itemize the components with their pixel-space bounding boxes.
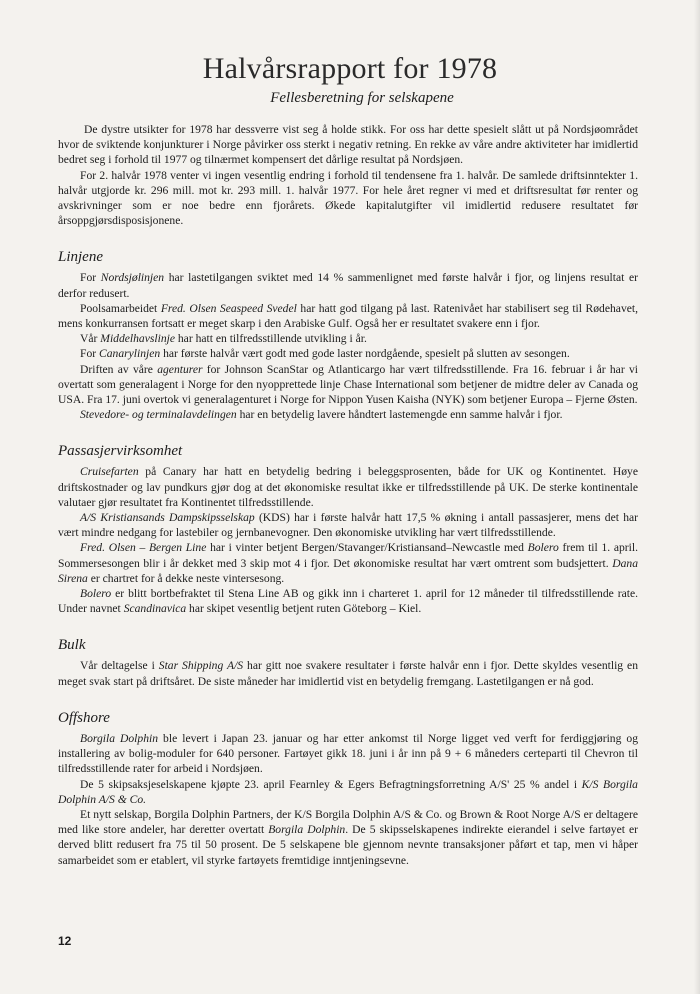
page-title: Halvårsrapport for 1978 (202, 52, 498, 85)
section-heading: Bulk (58, 637, 86, 654)
section-bulk (58, 636, 638, 688)
section-offshore (58, 709, 638, 868)
section-heading: Linjene (58, 249, 103, 266)
paragraph: Bolero er blitt bortbefraktet til Stena Line AB og gikk inn i charteret 1. april for 12 måneder til tilfredsstillende rate. Under navnet Scandinavica har skipet vesentlig betjent ruten Göteborg – Kiel. (58, 587, 638, 616)
section-heading: Offshore (58, 709, 110, 726)
paragraph: Cruisefarten på Canary har hatt en betydelig bedring i beleggsprosenten, både for UK og Kontinentet. Høye driftskostnader og lav pundkurs gjør dog at det økonomiske resultat ikke er tilfredsstillende på UK. De sterke kontinentale valutaer gjør resultatet fra Kontinentet tilfredsstillende. (58, 465, 638, 509)
section-linjene (58, 248, 638, 422)
paragraph: Fred. Olsen – Bergen Line har i vinter betjent Bergen/Stavanger/Kristiansand–Newcastle med Bolero frem til 1. april. Sommersesongen blir i år dekket med 3 skip mot 4 i fjor. Det økonomiske resultat har vært omtrent som budsjettert. Dana Sirena er chartret for å dekke neste vintersesong. (58, 541, 639, 585)
paragraph: Et nytt selskap, Borgila Dolphin Partners, der K/S Borgila Dolphin A/S & Co. og Brown & Root Norge A/S er deltagere med like store andeler, har deretter overtatt Borgila Dolphin. De 5 skipsselskapenes indirekte eierandel i selve fartøyet er derved blitt redusert fra 75 til 50 prosent. De 5 selskapene ble gjennom nevnte transaksjoner påført et tap, men vi håper samarbeidet som er etablert, vil styrke fartøyets fremtidige inntjeningsevne. (58, 807, 638, 867)
paragraph: For Canarylinjen har første halvår vært godt med gode laster nordgående, spesielt på slutten av sesongen. (80, 347, 570, 361)
paragraph: A/S Kristiansands Dampskipsselskap (KDS) har i første halvår hatt 17,5 % økning i antall passasjerer, mens det har vært mindre nedgang for lastebiler og jernbanevogner. Den økonomiske utvikling har vært tilfredsstillende. (58, 511, 638, 540)
intro-paragraph: De dystre utsikter for 1978 har dessverre vist seg å holde stikk. For oss har dette spesielt slått ut på Nordsjøområdet hvor de sviktende konjunkturer i Norge påvirker oss sterkt i negativ retning. En rekke av våre andre aktiviteter har imidlertid bedret seg i forhold til 1977 og tilnærmet kompensert det dårlige resultat på Nordsjøen. (58, 123, 638, 167)
article-body (58, 122, 638, 868)
paragraph: Driften av våre agenturer for Johnson ScanStar og Atlanticargo har vært tilfredsstillende. Fra 16. februar i år har vi overtatt som generalagent i Norge for den nyopprettede linje Chase International som betjener de midtre deler av Canada og USA. Fra 17. juni overtok vi generalagenturet i Norge for Nippon Yusen Kaisha (NYK) som betjener Europa – Fjerne Østen. (58, 362, 638, 407)
paragraph: Vår Middelhavslinje har hatt en tilfredsstillende utvikling i år. (80, 332, 367, 346)
section-heading: Passasjervirksomhet (58, 443, 183, 460)
page-edge-shadow (694, 0, 700, 994)
paragraph: Borgila Dolphin ble levert i Japan 23. januar og har etter ankomst til Norge ligget ved verft for ferdiggjøring og installering av bolig-moduler for 640 personer. Fartøyet gikk 18. juni i år inn på 9 + 6 måneders certeparti til Chevron til tilfredsstillende rater for arbeid i Nordsjøen. (58, 731, 639, 776)
intro-paragraph: For 2. halvår 1978 venter vi ingen vesentlig endring i forhold til tendensene fra 1. halvår. De samlede driftsinntekter 1. halvår utgjorde kr. 296 mill. mot kr. 293 mill. 1. halvår 1977. For hele året regner vi med et driftsresultat før renter og avskrivninger som er noe bedre enn fjorårets. Økede kapitalutgifter vil imidlertid redusere resultatet før årsoppgjørsdisposisjonene. (58, 168, 638, 228)
paragraph: Poolsamarbeidet Fred. Olsen Seaspeed Svedel har hatt god tilgang på last. Ratenivået har stabilisert seg til Rødehavet, mens konkurransen fortsatt er meget skarp i den Arabiske Gulf. Også her er resultatet svakere enn i fjor. (58, 301, 639, 331)
section-passasjervirksomhet (58, 442, 638, 616)
paragraph: Stevedore- og terminalavdelingen har en betydelig lavere håndtert lastemengde enn samme halvår i fjor. (80, 408, 563, 422)
paragraph: Vår deltagelse i Star Shipping A/S har gitt noe svakere resultater i første halvår enn i fjor. Dette skyldes vesentlig en meget svak start på driftsåret. De siste måneder har imidlertid vist en betydelig fremgang. Lastetilgangen er nå god. (58, 659, 638, 688)
paragraph: De 5 skipsaksjeselskapene kjøpte 23. april Fearnley & Egers Befragtningsforretning A/S' 25 % andel i K/S Borgila Dolphin A/S & Co. (58, 777, 638, 806)
page-subtitle: Fellesberetning for selskapene (270, 90, 454, 106)
paragraph: For Nordsjølinjen har lastetilgangen sviktet med 14 % sammenlignet med første halvår i fjor, og linjens resultat er derfor redusert. (58, 271, 638, 300)
page-number: 12 (58, 934, 72, 948)
